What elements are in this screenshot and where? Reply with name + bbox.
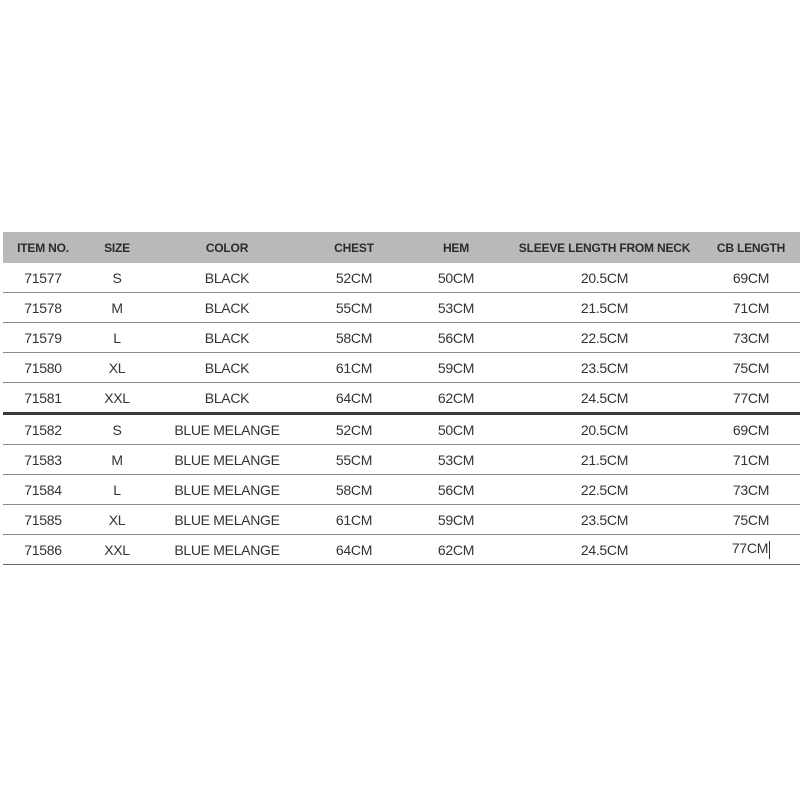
cell-color: BLACK: [151, 383, 303, 414]
size-chart-table: [3, 232, 800, 565]
cell-chest: 58CM: [303, 475, 405, 505]
header-hem: HEM: [405, 232, 507, 263]
cell-sleeve-length: 22.5CM: [507, 323, 702, 353]
cell-cb-length-value: 77CM: [731, 540, 769, 557]
cell-size: S: [83, 263, 151, 293]
header-chest: CHEST: [303, 232, 405, 263]
cell-cb-length: 75CM: [702, 353, 800, 383]
cell-size: XL: [83, 353, 151, 383]
cell-chest: 52CM: [303, 263, 405, 293]
table-row: [3, 505, 800, 535]
cell-color: BLACK: [151, 263, 303, 293]
cell-size: XXL: [83, 535, 151, 565]
header-item-no: ITEM NO.: [3, 232, 83, 263]
table-row: [3, 293, 800, 323]
table-row: [3, 445, 800, 475]
cell-color: BLACK: [151, 323, 303, 353]
cell-chest: 52CM: [303, 414, 405, 445]
cell-hem: 56CM: [405, 475, 507, 505]
cell-hem: 56CM: [405, 323, 507, 353]
cell-cb-length: 71CM: [702, 293, 800, 323]
cell-item-no: 71583: [3, 445, 83, 475]
cell-sleeve-length: 23.5CM: [507, 353, 702, 383]
cell-hem: 62CM: [405, 535, 507, 565]
table-header-row: [3, 232, 800, 263]
text-cursor-mark: [769, 541, 770, 559]
cell-color: BLUE MELANGE: [151, 505, 303, 535]
cell-hem: 50CM: [405, 263, 507, 293]
cell-sleeve-length: 21.5CM: [507, 445, 702, 475]
cell-hem: 53CM: [405, 293, 507, 323]
cell-size: S: [83, 414, 151, 445]
cell-cb-length: 71CM: [702, 445, 800, 475]
cell-hem: 59CM: [405, 353, 507, 383]
cell-item-no: 71578: [3, 293, 83, 323]
cell-sleeve-length: 20.5CM: [507, 263, 702, 293]
table-row: [3, 475, 800, 505]
table-row: [3, 323, 800, 353]
cell-sleeve-length: 22.5CM: [507, 475, 702, 505]
header-size: SIZE: [83, 232, 151, 263]
cell-sleeve-length: 23.5CM: [507, 505, 702, 535]
cell-item-no: 71580: [3, 353, 83, 383]
cell-color: BLUE MELANGE: [151, 475, 303, 505]
cell-chest: 55CM: [303, 445, 405, 475]
cell-cb-length: 77CM: [702, 383, 800, 414]
cell-item-no: 71582: [3, 414, 83, 445]
table-row: [3, 383, 800, 414]
cell-color: BLUE MELANGE: [151, 445, 303, 475]
cell-hem: 62CM: [405, 383, 507, 414]
cell-size: XXL: [83, 383, 151, 414]
header-color: COLOR: [151, 232, 303, 263]
cell-cb-length: [702, 535, 800, 565]
header-sleeve-length: SLEEVE LENGTH FROM NECK: [507, 232, 702, 263]
header-cb-length: CB LENGTH: [702, 232, 800, 263]
cell-size: M: [83, 293, 151, 323]
cell-chest: 64CM: [303, 535, 405, 565]
cell-sleeve-length: 21.5CM: [507, 293, 702, 323]
table-row: [3, 535, 800, 565]
cell-size: L: [83, 323, 151, 353]
cell-cb-length: 69CM: [702, 263, 800, 293]
cell-chest: 55CM: [303, 293, 405, 323]
cell-color: BLACK: [151, 353, 303, 383]
table-row: [3, 414, 800, 445]
cell-chest: 64CM: [303, 383, 405, 414]
cell-chest: 61CM: [303, 353, 405, 383]
cell-item-no: 71581: [3, 383, 83, 414]
cell-size: M: [83, 445, 151, 475]
table-row: [3, 263, 800, 293]
cell-item-no: 71579: [3, 323, 83, 353]
cell-size: XL: [83, 505, 151, 535]
table-row: [3, 353, 800, 383]
cell-hem: 59CM: [405, 505, 507, 535]
cell-item-no: 71585: [3, 505, 83, 535]
cell-sleeve-length: 20.5CM: [507, 414, 702, 445]
cell-item-no: 71584: [3, 475, 83, 505]
cell-cb-length: 73CM: [702, 475, 800, 505]
cell-item-no: 71586: [3, 535, 83, 565]
cell-cb-length: 73CM: [702, 323, 800, 353]
cell-hem: 53CM: [405, 445, 507, 475]
cell-hem: 50CM: [405, 414, 507, 445]
cell-cb-length: 69CM: [702, 414, 800, 445]
cell-cb-length: 75CM: [702, 505, 800, 535]
cell-color: BLACK: [151, 293, 303, 323]
cell-sleeve-length: 24.5CM: [507, 535, 702, 565]
cell-chest: 61CM: [303, 505, 405, 535]
cell-sleeve-length: 24.5CM: [507, 383, 702, 414]
cell-color: BLUE MELANGE: [151, 414, 303, 445]
cell-item-no: 71577: [3, 263, 83, 293]
cell-color: BLUE MELANGE: [151, 535, 303, 565]
cell-chest: 58CM: [303, 323, 405, 353]
cell-size: L: [83, 475, 151, 505]
